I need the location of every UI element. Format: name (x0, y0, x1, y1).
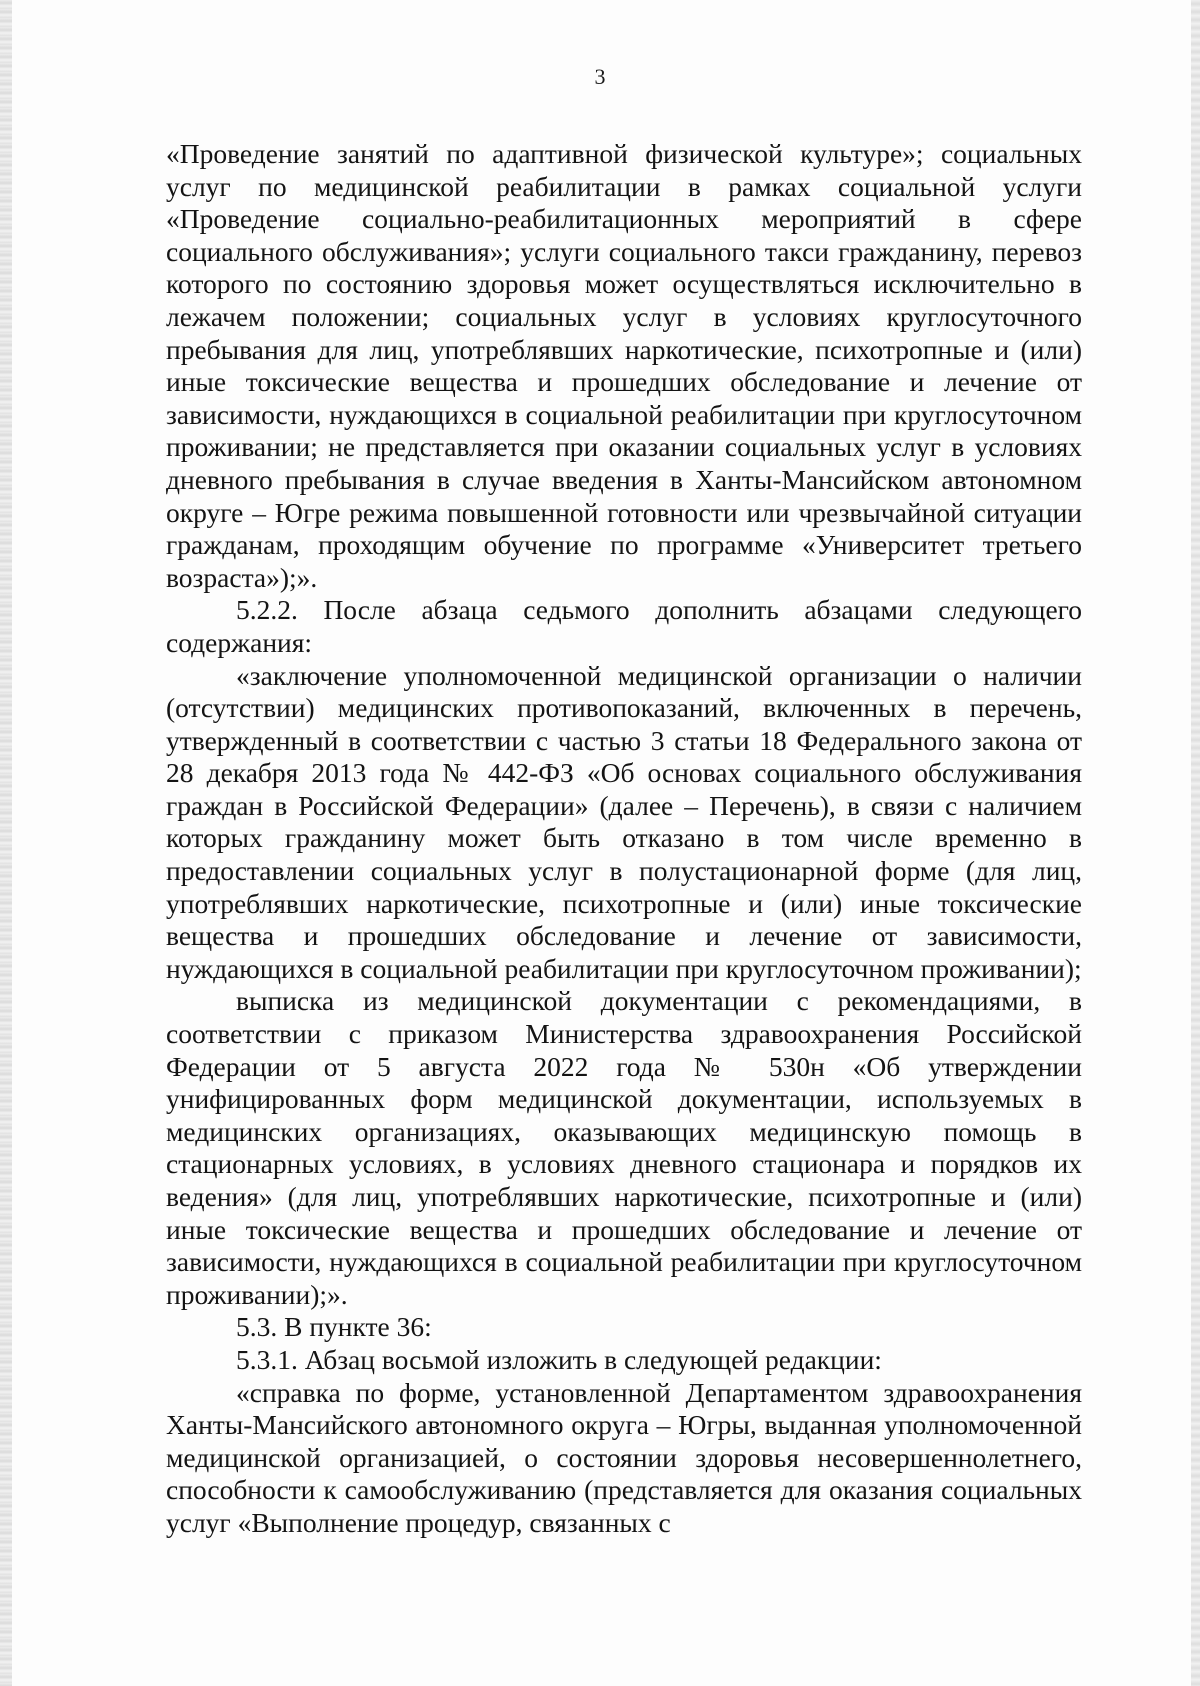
paragraph-certificate: «справка по форме, установленной Департаментом здравоохранения Ханты-Мансийского автономного округа – Югры, выданная уполномоченной медицинской организацией, о состоянии здоровья несовершеннолетнего, способности к самообслуживанию (представляется для оказания социальных услуг «Выполнение процедур, связанных с (166, 1376, 1082, 1538)
paragraph-continuation: «Проведение занятий по адаптивной физической культуре»; социальных услуг по медицинской реабилитации в рамках социальной услуги «Проведение социально-реабилитационных мероприятий в сфере социального обслуживания»; услуги социального такси гражданину, перевоз которого по состоянию здоровья может осуществляться исключительно в лежачем положении; социальных услуг в условиях круглосуточного пребывания для лиц, употреблявших наркотические, психотропные и (или) иные токсические вещества и прошедших обследование и лечение от зависимости, нуждающихся в социальной реабилитации при круглосуточном проживании; не представляется при оказании социальных услуг в условиях дневного пребывания в случае введения в Ханты-Мансийском автономном округе – Югре режима повышенной готовности или чрезвычайной ситуации гражданам, проходящим обучение по программе «Университет третьего возраста»);». (166, 138, 1082, 593)
page-number: 3 (594, 64, 606, 89)
paragraph-extract: выписка из медицинской документации с рекомендациями, в соответствии с приказом Министерства здравоохранения Российской Федерации от 5 августа 2022 года № 530н «Об утверждении унифицированных форм медицинской документации, используемых в медицинских организациях, оказывающих медицинскую помощь в стационарных условиях, в условиях дневного стационара и порядков их ведения» (для лиц, употреблявших наркотические, психотропные и (или) иные токсические вещества и прошедших обследование и лечение от зависимости, нуждающихся в социальной реабилитации при круглосуточном проживании);». (166, 985, 1082, 1310)
paragraph-5-2-2: 5.2.2. После абзаца седьмого дополнить абзацами следующего содержания: (166, 594, 1082, 658)
document-body (166, 138, 1082, 1540)
paragraph-conclusion: «заключение уполномоченной медицинской организации о наличии (отсутствии) медицинских противопоказаний, включенных в перечень, утвержденный в соответствии с частью 3 статьи 18 Федерального закона от 28 декабря 2013 года № 442-ФЗ «Об основах социального обслуживания граждан в Российской Федерации» (далее – Перечень), в связи с наличием которых гражданину может быть отказано в том числе временно в предоставлении социальных услуг в полустационарной форме (для лиц, употреблявших наркотические, психотропные и (или) иные токсические вещества и прошедших обследование и лечение от зависимости, нуждающихся в социальной реабилитации при круглосуточном проживании); (166, 659, 1082, 984)
scan-edge-left (0, 0, 12, 1686)
paragraph-5-3-1: 5.3.1. Абзац восьмой изложить в следующей редакции: (236, 1343, 882, 1375)
scan-edge-right (1191, 0, 1200, 1686)
paragraph-5-3: 5.3. В пункте 36: (236, 1311, 432, 1343)
